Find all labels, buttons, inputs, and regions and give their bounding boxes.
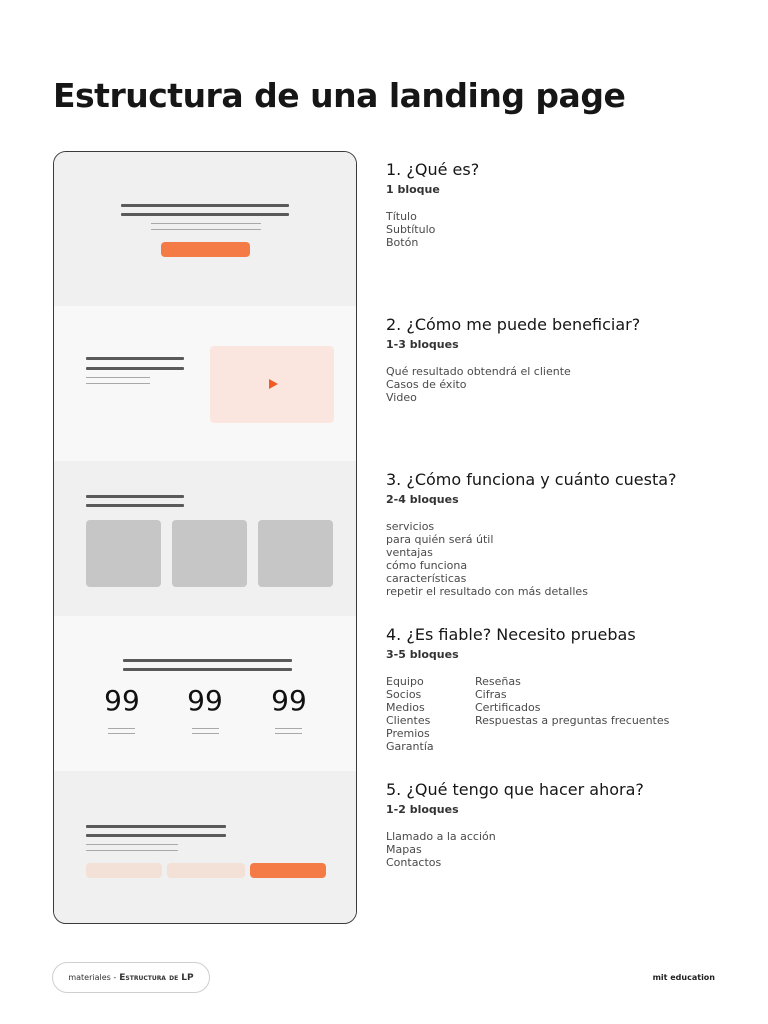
- wire-text-line: [86, 844, 178, 845]
- wireframe-cta-block: [54, 771, 356, 924]
- list-item: Respuestas a preguntas frecuentes: [475, 714, 670, 727]
- list-item: Contactos: [386, 856, 442, 869]
- wire-secondary-button: [167, 863, 245, 878]
- footer-brand: mit education: [652, 973, 715, 982]
- wire-text-line: [151, 229, 261, 230]
- list-item: Clientes: [386, 714, 431, 727]
- wire-stat-number: 99: [187, 684, 223, 717]
- wire-text-line: [86, 383, 150, 384]
- wire-text-line: [275, 728, 302, 729]
- section-next-step: [386, 780, 746, 869]
- list-item: servicios: [386, 520, 435, 533]
- section-block-count: 1 bloque: [386, 183, 440, 196]
- wire-feature-card: [258, 520, 333, 587]
- section-how-it-works: [386, 470, 746, 598]
- wire-feature-card: [86, 520, 161, 587]
- list-item: Certificados: [475, 701, 541, 714]
- landing-wireframe: [53, 151, 357, 924]
- list-item: Medios: [386, 701, 425, 714]
- list-item: para quién será útil: [386, 533, 494, 546]
- list-item: repetir el resultado con más detalles: [386, 585, 588, 598]
- wire-text-line: [192, 728, 219, 729]
- list-item: Reseñas: [475, 675, 521, 688]
- wireframe-proof-block: [54, 616, 356, 771]
- wire-text-line: [86, 850, 178, 851]
- wire-text-line: [275, 733, 302, 734]
- wireframe-features-block: [54, 461, 356, 616]
- footer-material-label: [52, 962, 210, 993]
- section-block-count: 2-4 bloques: [386, 493, 459, 506]
- section-items-left: [386, 675, 475, 753]
- list-item: características: [386, 572, 467, 585]
- section-items: [386, 830, 746, 869]
- section-what-is: [386, 160, 746, 249]
- section-block-count: 3-5 bloques: [386, 648, 459, 661]
- wire-heading-line: [123, 668, 292, 671]
- page-title: Estructura de una landing page: [53, 76, 626, 115]
- section-item-columns: [386, 661, 746, 753]
- wire-stat-number: 99: [104, 684, 140, 717]
- list-item: Subtítulo: [386, 223, 436, 236]
- wire-feature-card: [172, 520, 247, 587]
- wire-heading-line: [86, 495, 184, 498]
- wire-text-line: [86, 377, 150, 378]
- wireframe-benefit-block: [54, 306, 356, 461]
- wire-heading-line: [121, 213, 289, 216]
- wire-heading-line: [121, 204, 289, 207]
- wire-text-line: [151, 223, 261, 224]
- wire-heading-line: [86, 357, 184, 360]
- section-items: [386, 210, 746, 249]
- section-items-right: [475, 675, 669, 753]
- section-heading: 4. ¿Es fiable? Necesito pruebas: [386, 625, 636, 644]
- section-items: [386, 365, 746, 404]
- list-item: Garantía: [386, 740, 434, 753]
- play-icon: [269, 379, 278, 389]
- section-proof: [386, 625, 746, 753]
- wire-heading-line: [86, 825, 226, 828]
- footer-label: materiales -: [68, 973, 117, 982]
- section-benefit: [386, 315, 746, 404]
- wire-video-placeholder: [210, 346, 334, 423]
- section-heading: 1. ¿Qué es?: [386, 160, 480, 179]
- list-item: cómo funciona: [386, 559, 468, 572]
- wire-heading-line: [123, 659, 292, 662]
- wire-stat-number: 99: [271, 684, 307, 717]
- list-item: Llamado a la acción: [386, 830, 496, 843]
- wire-cta-button: [250, 863, 326, 878]
- list-item: ventajas: [386, 546, 433, 559]
- wire-heading-line: [86, 834, 226, 837]
- list-item: Botón: [386, 236, 419, 249]
- wire-text-line: [108, 733, 135, 734]
- wire-text-line: [192, 733, 219, 734]
- wireframe-hero-block: [54, 152, 356, 306]
- section-block-count: 1-2 bloques: [386, 803, 459, 816]
- section-block-count: 1-3 bloques: [386, 338, 459, 351]
- list-item: Casos de éxito: [386, 378, 467, 391]
- wire-heading-line: [86, 504, 184, 507]
- section-heading: 2. ¿Cómo me puede beneficiar?: [386, 315, 641, 334]
- list-item: Video: [386, 391, 417, 404]
- footer-label-bold: Estructura de LP: [119, 972, 194, 983]
- list-item: Premios: [386, 727, 430, 740]
- list-item: Socios: [386, 688, 422, 701]
- section-heading: 5. ¿Qué tengo que hacer ahora?: [386, 780, 644, 799]
- wire-cta-button: [161, 242, 250, 257]
- list-item: Cifras: [475, 688, 507, 701]
- list-item: Título: [386, 210, 417, 223]
- list-item: Equipo: [386, 675, 424, 688]
- wire-heading-line: [86, 367, 184, 370]
- wire-secondary-button: [86, 863, 162, 878]
- wire-text-line: [108, 728, 135, 729]
- list-item: Qué resultado obtendrá el cliente: [386, 365, 571, 378]
- section-heading: 3. ¿Cómo funciona y cuánto cuesta?: [386, 470, 677, 489]
- list-item: Mapas: [386, 843, 422, 856]
- section-items: [386, 520, 746, 598]
